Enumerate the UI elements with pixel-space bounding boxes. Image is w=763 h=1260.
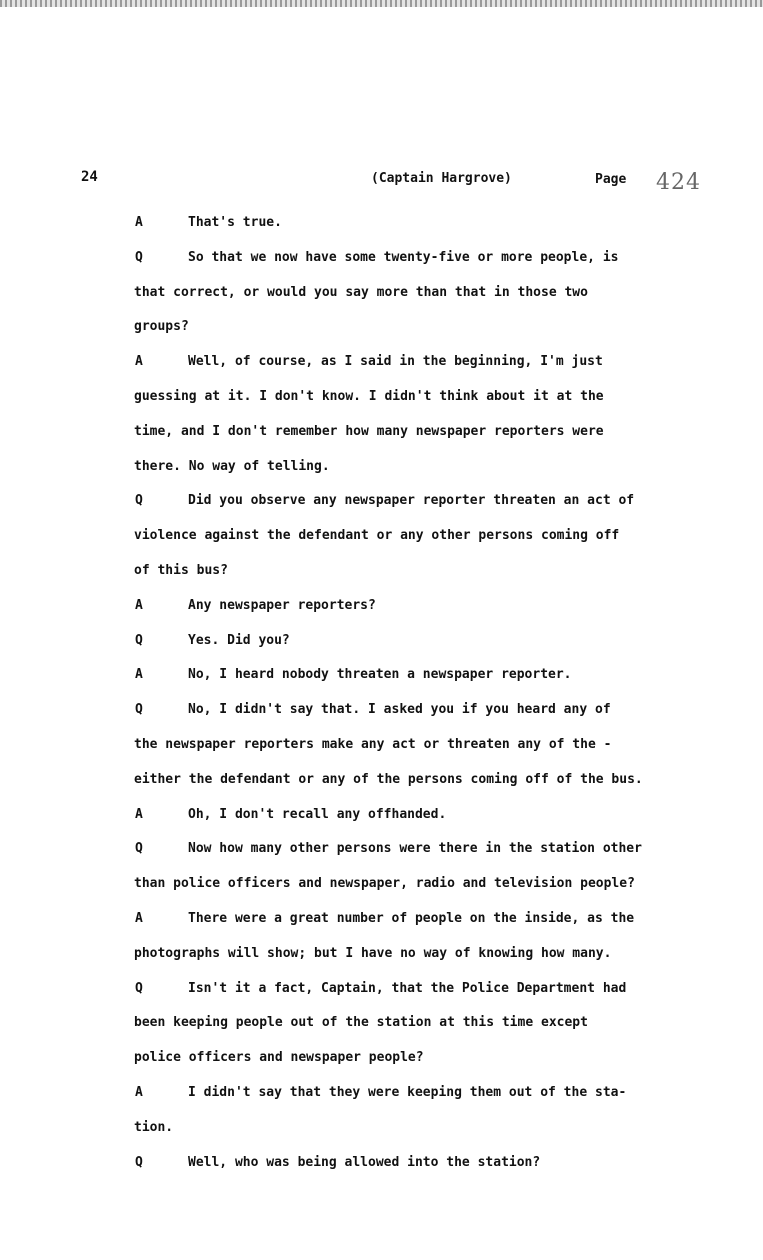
transcript-line: tion. [134,1119,174,1135]
transcript-line: there. No way of telling. [134,458,330,474]
speaker-marker: A [135,667,143,683]
speaker-marker: A [135,597,143,613]
transcript-line: either the defendant or any of the persons coming off of the bus. [134,771,643,787]
transcript-line: police officers and newspaper people? [134,1050,424,1066]
speaker-marker: Q [135,841,143,857]
transcript-line: photographs will show; but I have no way of knowing how many. [134,945,612,961]
transcript-line: Yes. Did you? [188,632,290,648]
stamped-page-number: 424 [656,170,701,195]
transcript-line: of this bus? [134,563,228,578]
speaker-marker: Q [135,1154,143,1170]
transcript-line: Well, who was being allowed into the station? [188,1154,541,1170]
transcript-line: No, I heard nobody threaten a newspaper reporter. [188,667,572,683]
transcript-line: violence against the defendant or any other persons coming off [134,528,620,544]
transcript-line: than police officers and newspaper, radio and television people? [134,876,635,892]
speaker-marker: A [135,911,143,926]
transcript-line: groups? [134,319,189,335]
speaker-marker: A [135,215,143,230]
transcript-line: Oh, I don't recall any offhanded. [188,806,447,822]
transcript-line: No, I didn't say that. I asked you if you heard any of [188,702,611,718]
transcript-line: Did you observe any newspaper reporter threaten an act of [188,493,635,509]
transcript-line: Isn't it a fact, Captain, that the Police Department had [188,980,627,996]
witness-name: (Captain Hargrove) [371,171,512,186]
transcript-line: that correct, or would you say more than that in those two [134,284,588,300]
transcript-line: So that we now have some twenty-five or more people, is [188,249,619,265]
speaker-marker: Q [135,702,143,718]
transcript-line: Any newspaper reporters? [188,597,376,613]
speaker-marker: Q [135,493,143,509]
transcript-line: There were a great number of people on the inside, as the [188,911,635,926]
speaker-marker: A [135,354,143,370]
page-label: Page [595,172,627,187]
transcript-line: That's true. [188,215,282,230]
transcript-line: time, and I don't remember how many newspaper reporters were [134,423,604,439]
transcript-line: guessing at it. I don't know. I didn't think about it at the [134,389,604,404]
speaker-marker: A [135,806,143,822]
page-number: 24 [81,169,98,185]
transcript-line: I didn't say that they were keeping them out of the sta- [188,1085,627,1100]
transcript-line: Now how many other persons were there in the station other [188,841,642,857]
transcript-line: the newspaper reporters make any act or threaten any of the - [134,737,612,752]
speaker-marker: Q [135,632,143,648]
speaker-marker: Q [135,980,143,996]
speaker-marker: Q [135,249,143,265]
transcript-line: been keeping people out of the station at this time except [134,1015,588,1031]
transcript-line: Well, of course, as I said in the beginning, I'm just [188,354,603,370]
speaker-marker: A [135,1085,143,1100]
